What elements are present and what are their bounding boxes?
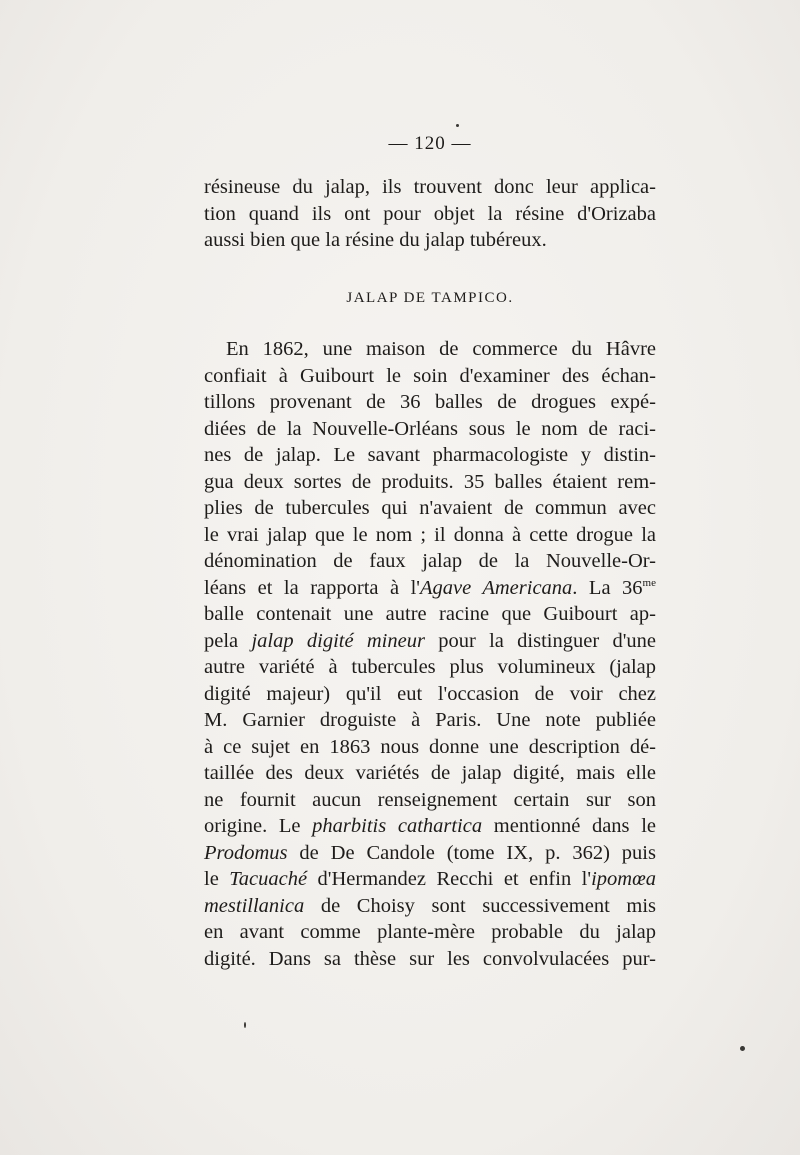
page-number: — 120 — bbox=[388, 133, 472, 154]
text-line: plies de tubercules qui n'avaient de commun avec bbox=[204, 497, 656, 519]
text-line: taillée des deux variétés de jalap digité, mais elle bbox=[204, 762, 656, 784]
text-line: le vrai jalap que le nom ; il donna à cette drogue la bbox=[204, 523, 656, 546]
text-line: résineuse du jalap, ils trouvent donc leur applica- bbox=[204, 176, 656, 198]
text-line: M. Garnier droguiste à Paris. Une note publiée bbox=[204, 709, 656, 731]
text-run: de Choisy sont successivement mis bbox=[304, 894, 656, 917]
text-line: tion quand ils ont pour objet la résine d'Orizaba bbox=[204, 202, 656, 225]
text-run: de De Candole (tome IX, p. 362) puis bbox=[287, 841, 656, 864]
text-line: tillons provenant de 36 balles de drogues expé- bbox=[204, 391, 656, 413]
text-run: pela bbox=[204, 629, 252, 652]
text-line bbox=[204, 893, 656, 920]
ink-speck bbox=[740, 1046, 745, 1051]
italic-term: ipomœa bbox=[591, 868, 656, 890]
text-line: digité. Dans sa thèse sur les convolvulacées pur- bbox=[204, 947, 656, 970]
text-line bbox=[204, 866, 656, 893]
text-line bbox=[204, 628, 656, 655]
text-line: digité majeur) qu'il eut l'occasion de voir chez bbox=[204, 682, 656, 705]
text-line: confiait à Guibourt le soin d'examiner des échan- bbox=[204, 364, 656, 387]
text-line bbox=[204, 575, 656, 602]
text-line: dénomination de faux jalap de la Nouvelle-Or- bbox=[204, 550, 656, 572]
text-run: léans et la rapporta à l' bbox=[204, 576, 420, 599]
italic-term: jalap digité mineur bbox=[251, 629, 425, 652]
italic-term: Tacuaché bbox=[229, 868, 308, 890]
text-run: . La 36 bbox=[572, 576, 643, 599]
paragraph-1 bbox=[204, 174, 656, 254]
text-line: aussi bien que la résine du jalap tubéreux. bbox=[204, 229, 547, 251]
italic-term: pharbitis cathartica bbox=[312, 815, 483, 837]
section-heading: JALAP DE TAMPICO. bbox=[346, 290, 514, 306]
text-run: mentionné dans le bbox=[482, 815, 656, 837]
italic-term: Prodomus bbox=[204, 841, 288, 864]
text-line: à ce sujet en 1863 nous donne une description dé- bbox=[204, 735, 656, 758]
text-run: origine. Le bbox=[204, 815, 313, 837]
italic-term: mestillanica bbox=[204, 894, 305, 917]
superscript: me bbox=[642, 576, 656, 589]
text-run: d'Hermandez Recchi et enfin l' bbox=[307, 868, 592, 890]
text-line: autre variété à tubercules plus volumineux (jalap bbox=[204, 656, 656, 678]
text-line bbox=[204, 813, 656, 840]
text-line: en avant comme plante-mère probable du jalap bbox=[204, 921, 656, 943]
text-run: le bbox=[204, 868, 230, 890]
text-line bbox=[204, 840, 656, 867]
italic-term: Agave Americana bbox=[420, 576, 573, 599]
text-run: pour la distinguer d'une bbox=[424, 629, 656, 652]
text-line: gua deux sortes de produits. 35 balles étaient rem- bbox=[204, 470, 656, 493]
ink-speck bbox=[456, 124, 459, 127]
text-line: diées de la Nouvelle-Orléans sous le nom de raci- bbox=[204, 417, 656, 440]
ink-speck bbox=[244, 1022, 246, 1028]
paragraph-2 bbox=[204, 336, 656, 972]
text-line: balle contenait une autre racine que Guibourt ap- bbox=[204, 603, 656, 625]
text-line: ne fournit aucun renseignement certain sur son bbox=[204, 788, 656, 811]
text-line: En 1862, une maison de commerce du Hâvre bbox=[226, 338, 656, 360]
text-line: nes de jalap. Le savant pharmacologiste y distin- bbox=[204, 444, 656, 466]
